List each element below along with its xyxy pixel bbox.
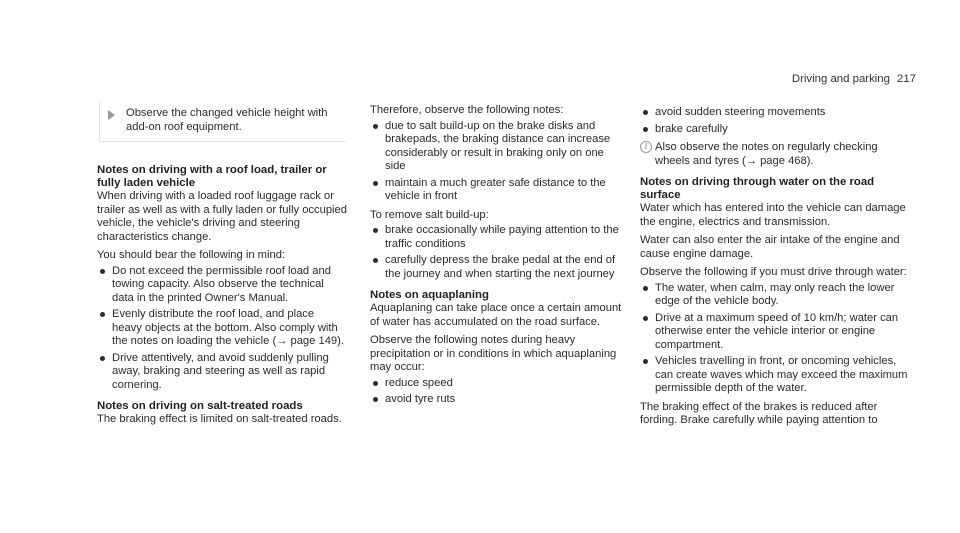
list-item: The water, when calm, may only reach the lower edge of the vehicle body. xyxy=(640,282,908,309)
list-item: maintain a much greater safe distance to the vehicle in front xyxy=(370,177,622,204)
section-title: Driving and parking xyxy=(791,73,890,85)
list-item: reduce speed xyxy=(370,377,622,391)
salt-roads-intro: The braking effect is limited on salt-treated roads. xyxy=(97,413,342,425)
aquaplaning-list xyxy=(370,377,622,407)
water-heading: Notes on driving through water on the road surface xyxy=(640,176,875,201)
bullet-dot-icon xyxy=(643,110,648,115)
salt-roads-heading: Notes on driving on salt-treated roads xyxy=(97,400,303,412)
bullet-dot-icon xyxy=(373,228,378,233)
info-note-text: Also observe the notes on regularly checking wheels and tyres (→ page 468). xyxy=(655,141,878,167)
list-item: avoid sudden steering movements xyxy=(640,106,908,120)
list-item: avoid tyre ruts xyxy=(370,393,622,407)
list-item: Drive attentively, and avoid suddenly pulling away, braking and steering as well as rapid cornering. xyxy=(97,352,347,393)
water-list xyxy=(640,282,908,396)
bullet-dot-icon xyxy=(643,286,648,291)
water-paragraph-1: Water which has entered into the vehicle can damage the engine, electrics and transmission. xyxy=(640,202,906,228)
list-item: Vehicles travelling in front, or oncoming vehicles, can create waves which may exceed the maximum permissible depth of the water. xyxy=(640,355,908,396)
page-header xyxy=(792,73,916,87)
list-item: due to salt build-up on the brake disks and brakepads, the braking distance can increase considerably or result in braking only on one side xyxy=(370,120,622,174)
remove-salt-list xyxy=(370,224,622,281)
list-item: brake carefully xyxy=(640,123,908,137)
triangle-right-icon xyxy=(108,110,115,120)
bullet-dot-icon xyxy=(373,181,378,186)
roof-load-intro: When driving with a loaded roof luggage rack or trailer as well as with a fully laden or fully occupied vehicle, the vehicle's driving and steering characteristics change. xyxy=(97,190,347,243)
bullet-dot-icon xyxy=(643,316,648,321)
salt-list xyxy=(370,120,622,204)
bullet-dot-icon xyxy=(643,127,648,132)
remove-salt-text: To remove salt build-up: xyxy=(370,208,489,221)
roof-load-mind: You should bear the following in mind: xyxy=(97,249,286,261)
aquaplaning-heading: Notes on aquaplaning xyxy=(370,289,489,301)
water-paragraph-2: Water can also enter the air intake of the engine and cause engine damage. xyxy=(640,234,900,260)
page-number: 217 xyxy=(896,73,916,85)
info-circle-icon: i xyxy=(640,141,652,153)
column-middle xyxy=(370,104,622,407)
water-paragraph-4: The braking effect of the brakes is reduced after fording. Brake carefully while paying attention to xyxy=(640,400,878,426)
bullet-dot-icon xyxy=(373,258,378,263)
bullet-dot-icon xyxy=(373,381,378,386)
bullet-dot-icon xyxy=(100,356,105,361)
water-paragraph-3: Observe the following if you must drive through water: xyxy=(640,266,907,278)
roof-load-list xyxy=(97,265,347,393)
aquaplaning-intro: Aquaplaning can take place once a certain amount of water has accumulated on the road surface. xyxy=(370,302,622,328)
list-item: Do not exceed the permissible roof load and towing capacity. Also observe the technical data in the printed Owner's Manual. xyxy=(97,265,347,306)
list-item: Evenly distribute the roof load, and place heavy objects at the bottom. Also comply with the notes on loading the vehicle (→ page 149). xyxy=(97,308,347,349)
column-left xyxy=(97,101,347,427)
note-text: Observe the changed vehicle height with add-on roof equipment. xyxy=(126,107,328,133)
list-item: brake occasionally while paying attention to the traffic conditions xyxy=(370,224,622,251)
info-note xyxy=(640,141,908,168)
list-item: carefully depress the brake pedal at the end of the journey and when starting the next journey xyxy=(370,254,622,281)
bullet-dot-icon xyxy=(100,269,105,274)
list-item: Drive at a maximum speed of 10 km/h; water can otherwise enter the vehicle interior or engine compartment. xyxy=(640,312,908,353)
bullet-dot-icon xyxy=(373,397,378,402)
column-right xyxy=(640,104,908,428)
therefore-text: Therefore, observe the following notes: xyxy=(370,104,564,116)
bullet-dot-icon xyxy=(373,124,378,129)
bullet-dot-icon xyxy=(100,312,105,317)
roof-load-heading: Notes on driving with a roof load, trailer or fully laden vehicle xyxy=(97,164,327,189)
aquaplaning-list-cont xyxy=(640,106,908,136)
aquaplaning-observe: Observe the following notes during heavy precipitation or in conditions in which aquaplaning may occur: xyxy=(370,334,617,373)
note-box xyxy=(99,101,346,142)
bullet-dot-icon xyxy=(643,359,648,364)
